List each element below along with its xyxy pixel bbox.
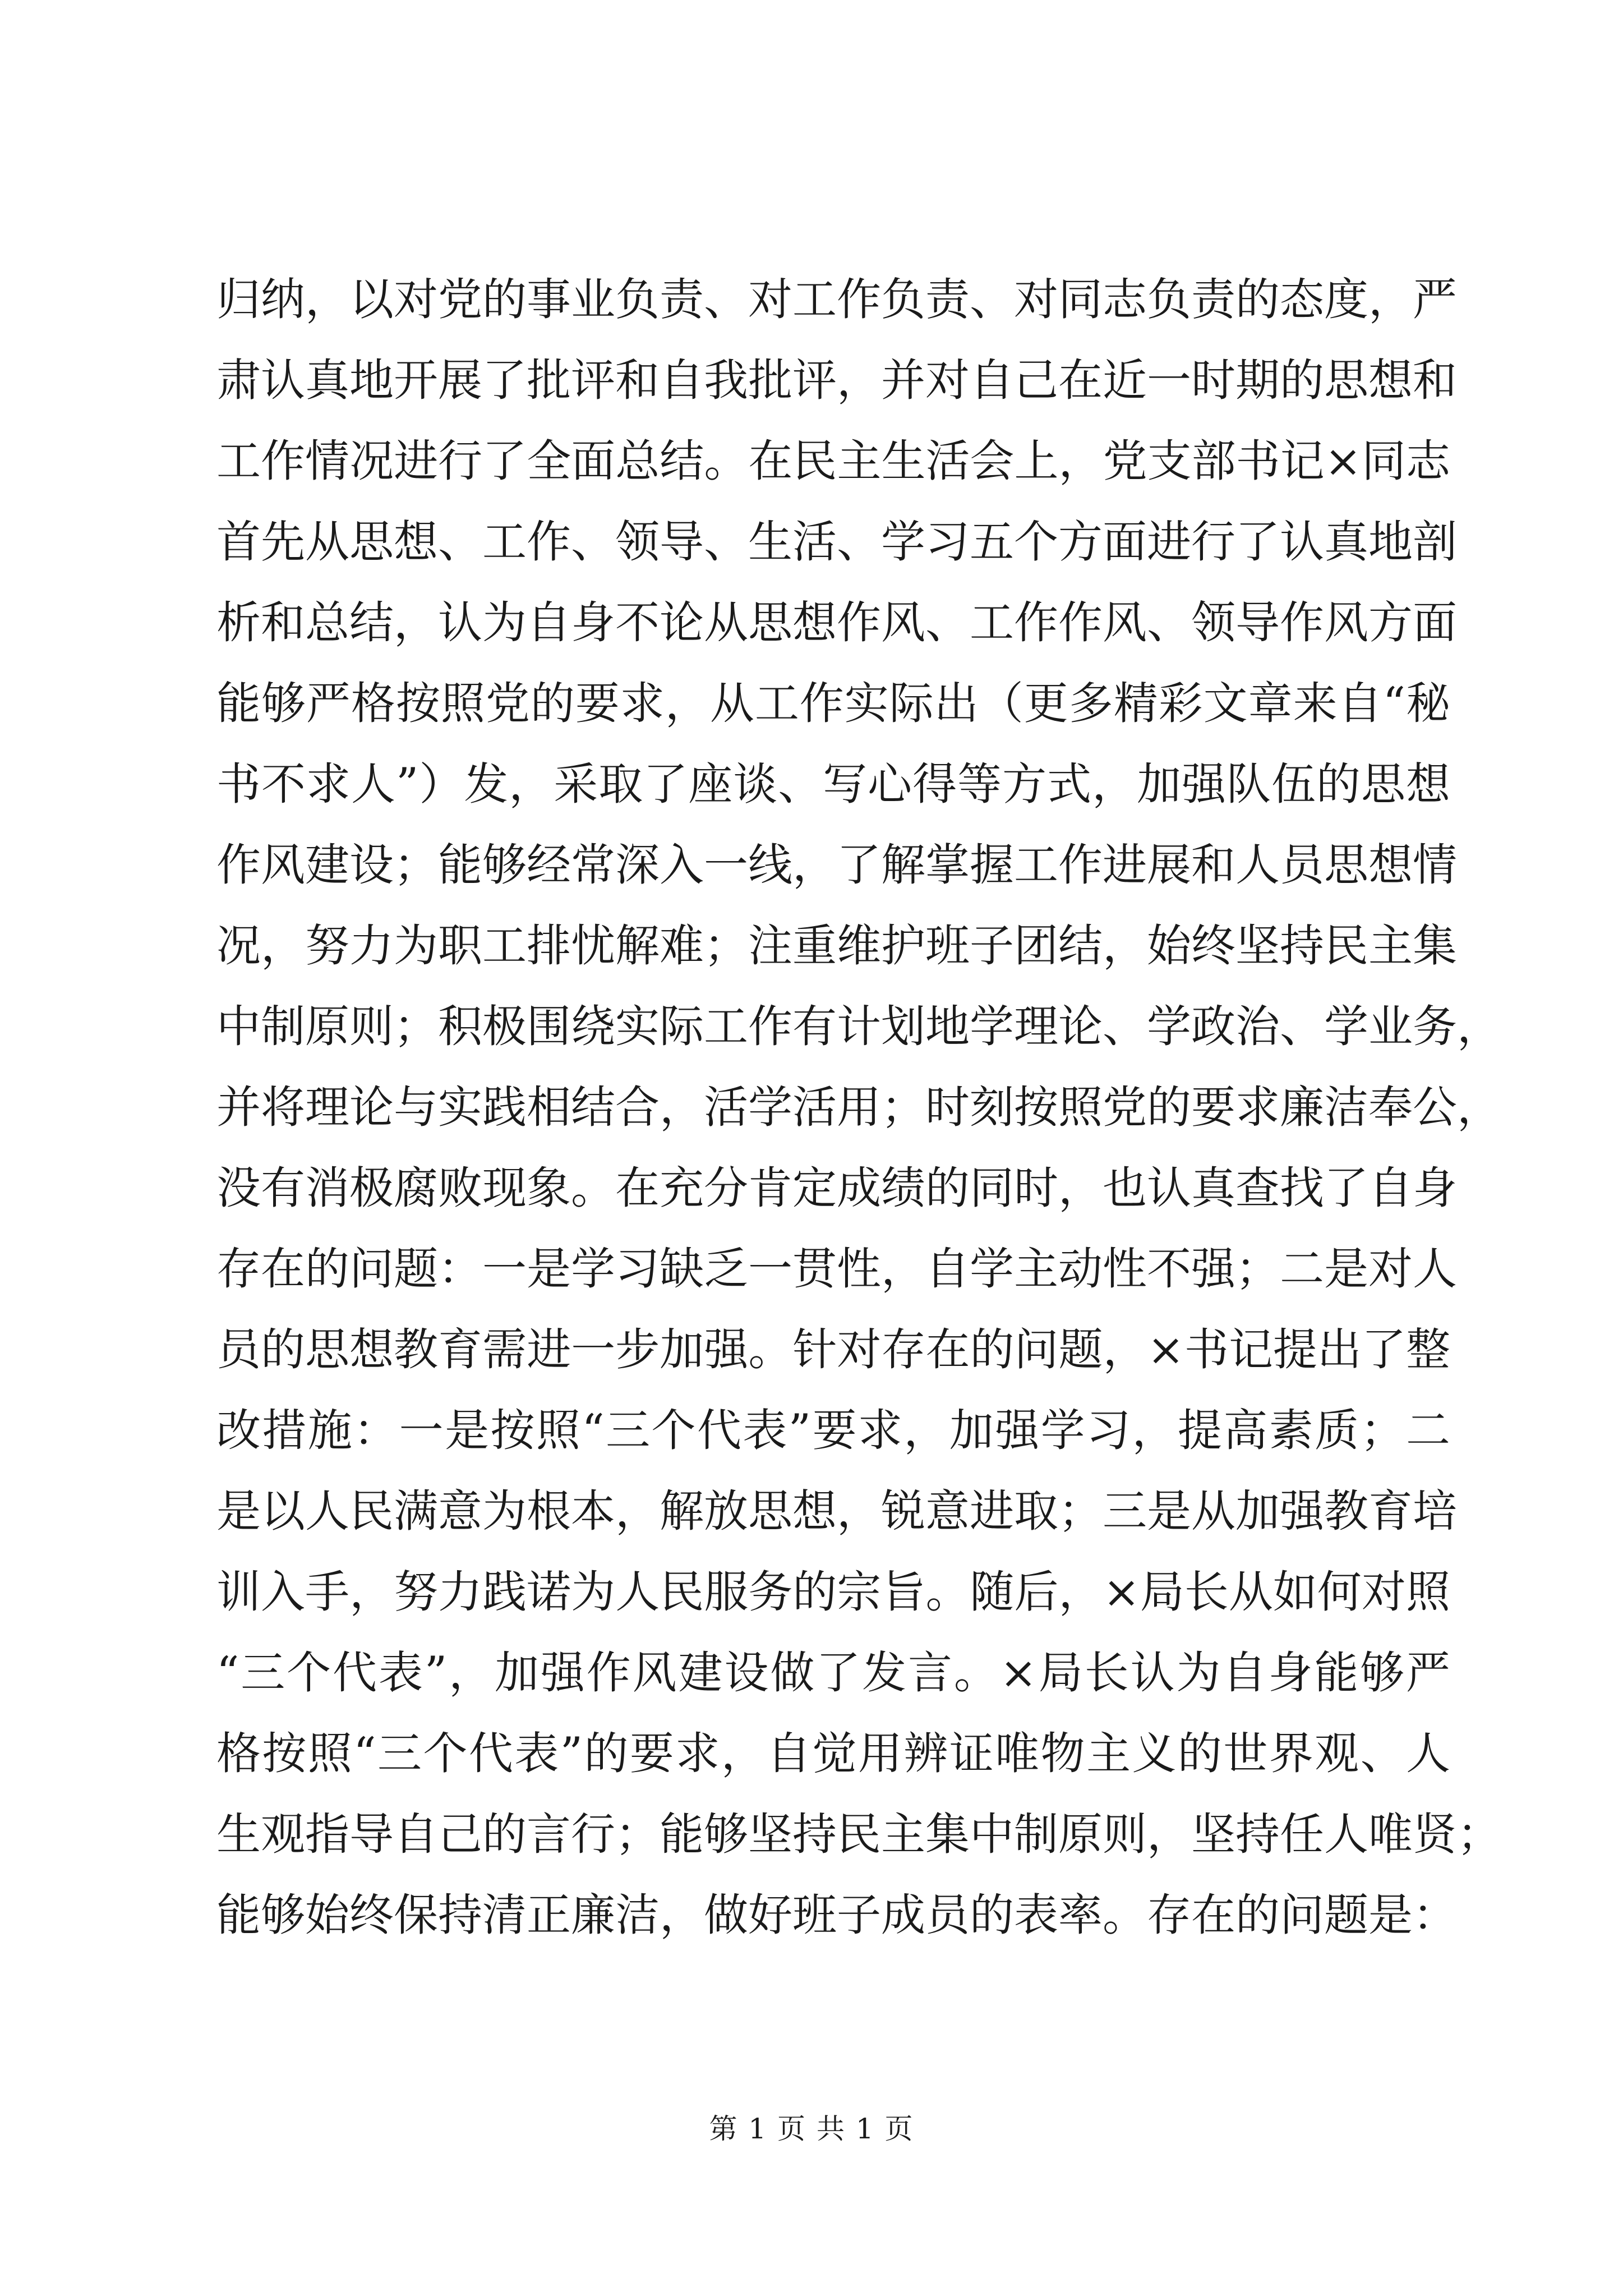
text-line-17: 训入手，努力践诺为人民服务的宗旨。随后，×局长从如何对照 (216, 1566, 1450, 1618)
text-line-5: 析和总结，认为自身不论从思想作风、工作作风、领导作风方面 (216, 597, 1457, 648)
text-line-2: 肃认真地开展了批评和自我批评，并对自己在近一时期的思想和 (216, 355, 1457, 406)
text-line-19: 格按照“三个代表”的要求，自觉用辨证唯物主义的世界观、人 (216, 1728, 1450, 1779)
text-line-14: 员的思想教育需进一步加强。针对存在的问题，×书记提出了整 (216, 1324, 1450, 1375)
text-line-8: 作风建设；能够经常深入一线，了解掌握工作进展和人员思想情 (216, 839, 1457, 891)
text-line-13: 存在的问题：一是学习缺乏一贯性，自学主动性不强；二是对人 (216, 1243, 1457, 1295)
text-line-15: 改措施：一是按照“三个代表”要求，加强学习，提高素质；二 (216, 1405, 1450, 1456)
text-line-21: 能够始终保持清正廉洁，做好班子成员的表率。存在的问题是： (216, 1889, 1457, 1941)
text-line-12: 没有消极腐败现象。在充分肯定成绩的同时，也认真查找了自身 (216, 1162, 1457, 1214)
text-line-7: 书不求人”）发，采取了座谈、写心得等方式，加强队伍的思想 (216, 758, 1450, 810)
text-line-4: 首先从思想、工作、领导、生活、学习五个方面进行了认真地剖 (216, 516, 1457, 568)
body-text (216, 259, 1501, 1955)
text-line-20: 生观指导自己的言行；能够坚持民主集中制原则，坚持任人唯贤； (216, 1809, 1501, 1860)
text-line-3: 工作情况进行了全面总结。在民主生活会上，党支部书记×同志 (216, 435, 1450, 487)
page-footer: 第 1 页 共 1 页 (709, 2113, 914, 2145)
text-line-18: “三个代表”，加强作风建设做了发言。×局长认为自身能够严 (216, 1647, 1450, 1699)
text-line-16: 是以人民满意为根本，解放思想，锐意进取；三是从加强教育培 (216, 1485, 1457, 1537)
text-line-11: 并将理论与实践相结合，活学活用；时刻按照党的要求廉洁奉公， (216, 1082, 1501, 1133)
text-line-9: 况，努力为职工排忧解难；注重维护班子团结，始终坚持民主集 (216, 920, 1457, 972)
text-line-1: 归纳，以对党的事业负责、对工作负责、对同志负责的态度，严 (216, 274, 1457, 325)
text-line-10: 中制原则；积极围绕实际工作有计划地学理论、学政治、学业务， (216, 1001, 1501, 1052)
text-line-6: 能够严格按照党的要求，从工作实际出（更多精彩文章来自“秘 (216, 678, 1450, 729)
